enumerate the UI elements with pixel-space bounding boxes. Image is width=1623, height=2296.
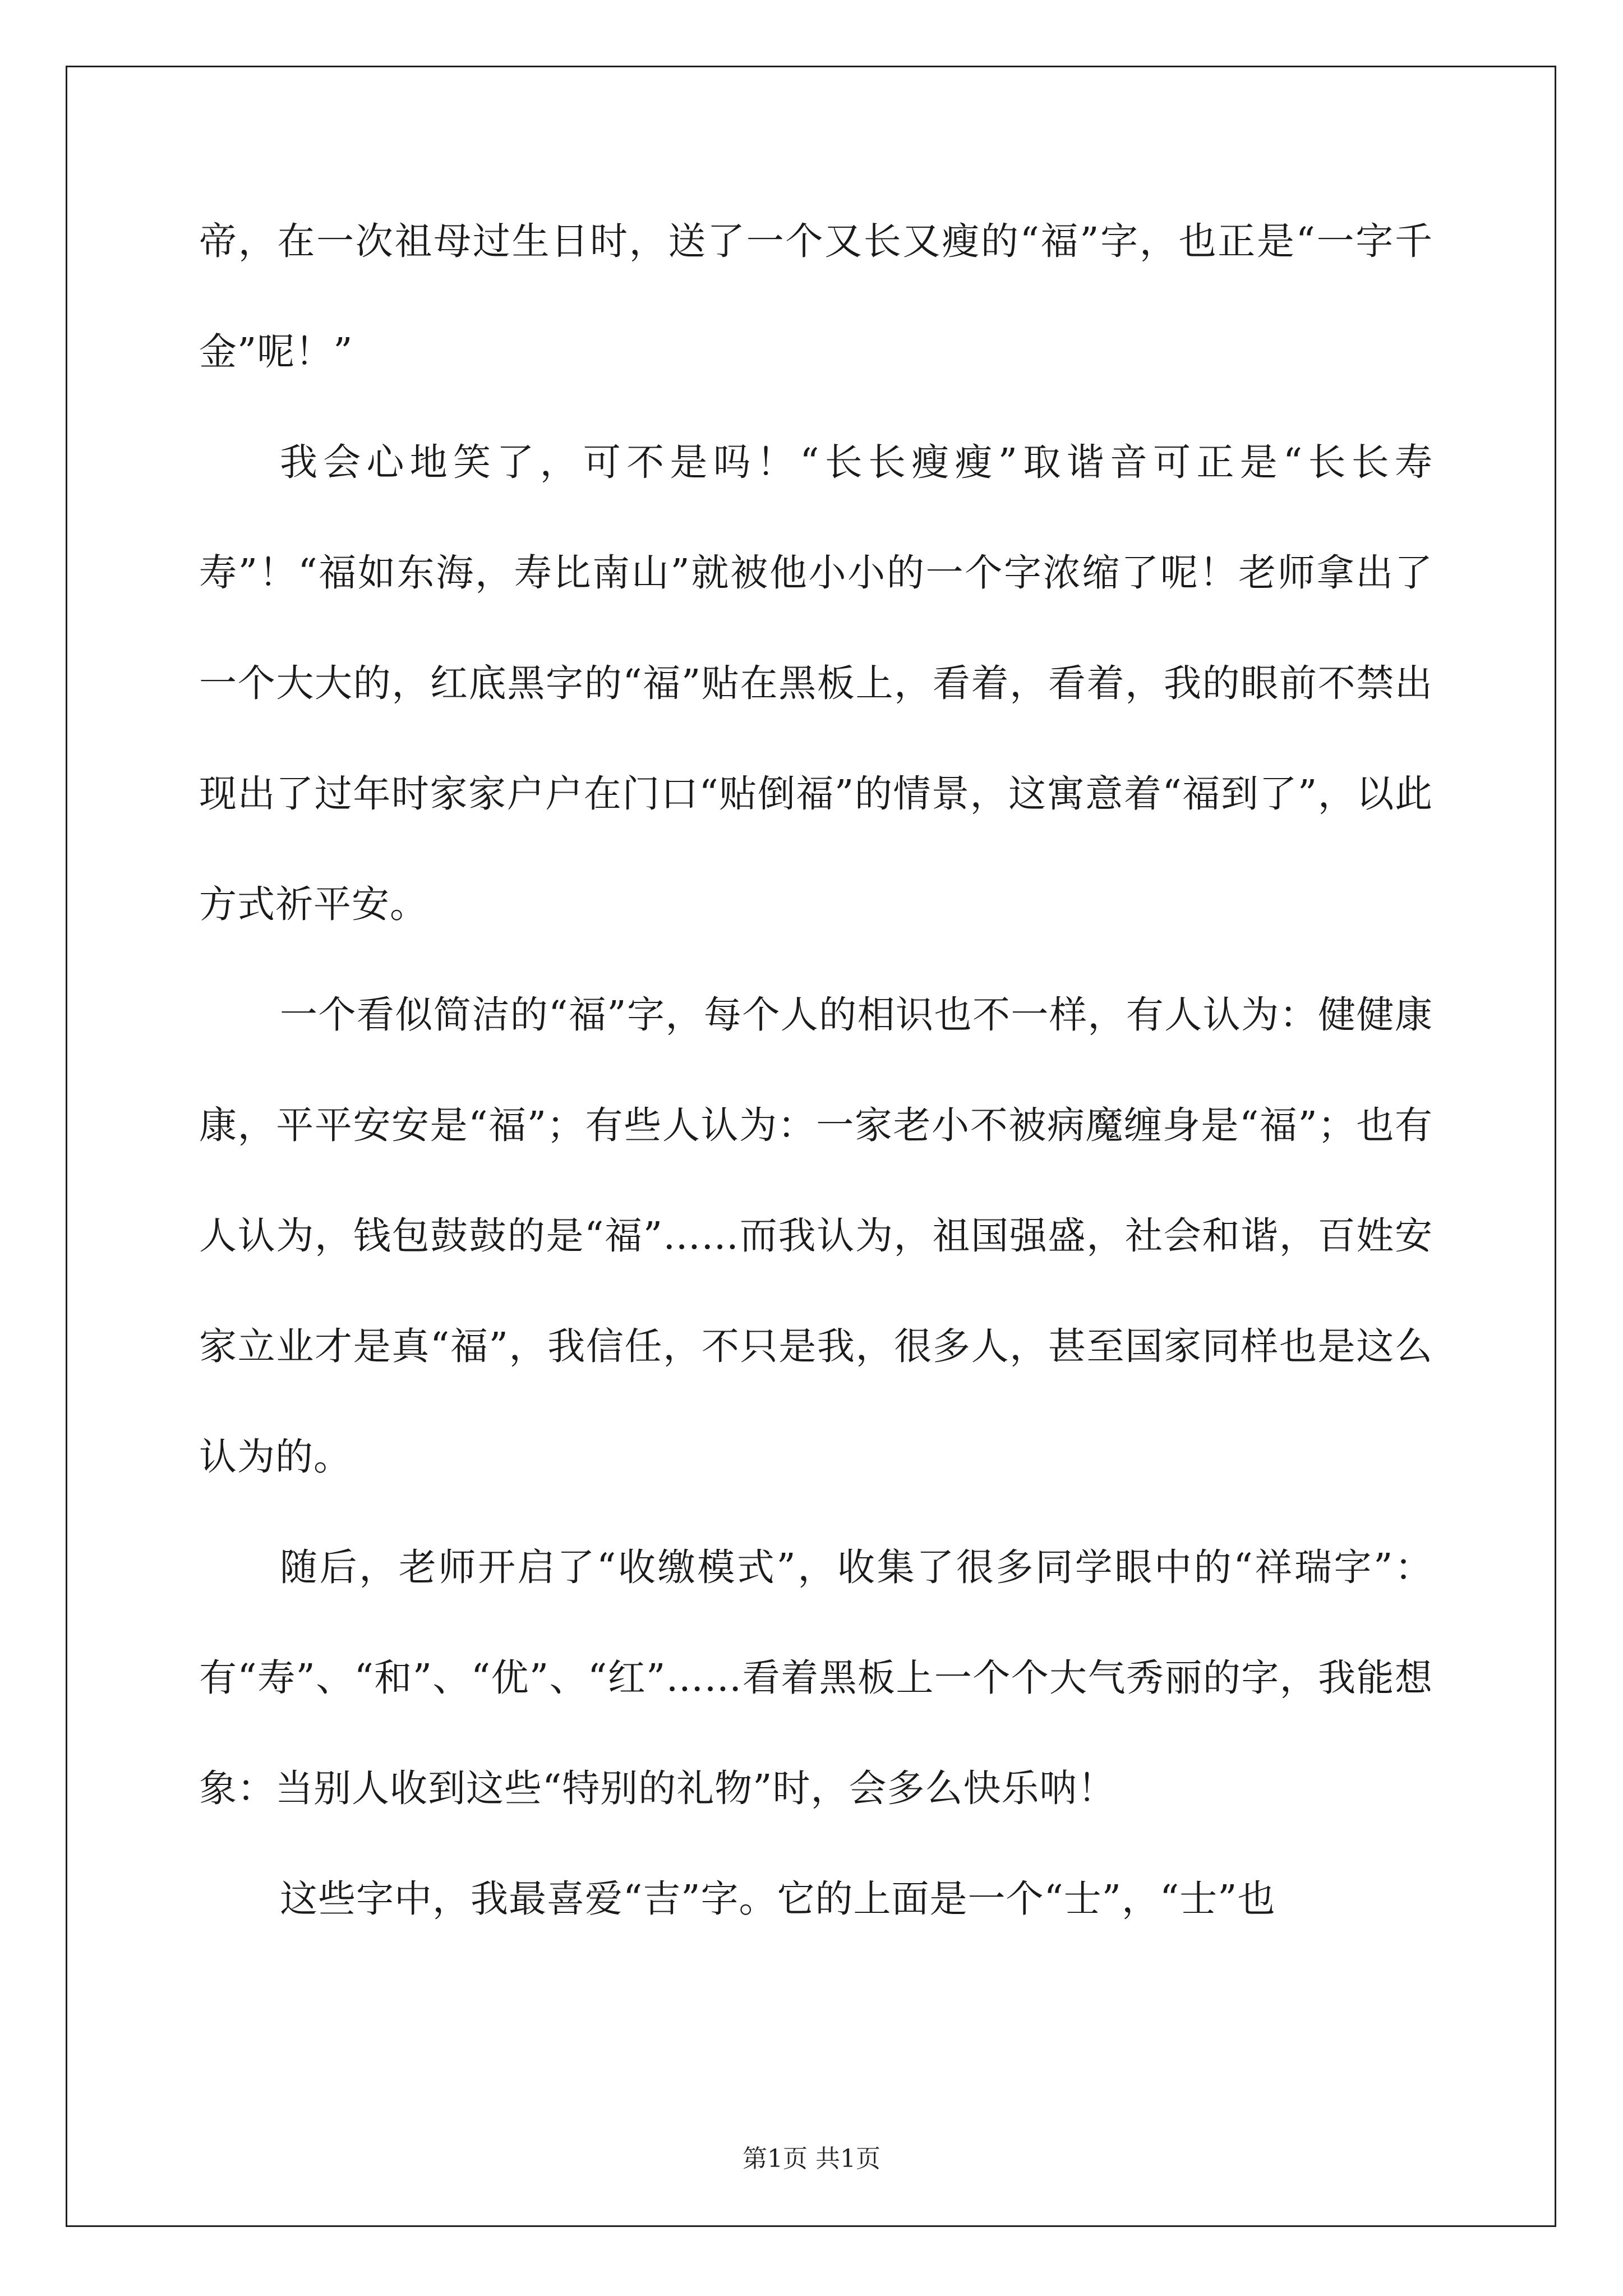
- paragraph-2: 我会心地笑了，可不是吗！“长长瘦瘦”取谐音可正是“长长寿寿”！“福如东海，寿比南山”就被他小小的一个字浓缩了呢！老师拿出了一个大大的，红底黑字的“福”贴在黑板上，看着，看着，我的眼前不禁出现出了过年时家家户户在门口“贴倒福”的情景，这寓意着“福到了”，以此方式祈平安。: [199, 440, 1433, 926]
- paragraph-4: 随后，老师开启了“收缴模式”，收集了很多同学眼中的“祥瑞字”：有“寿”、“和”、“优”、“红”……看着黑板上一个个大气秀丽的字，我能想象：当别人收到这些“特别的礼物”时，会多么快乐呐！: [199, 1545, 1433, 1810]
- paragraph-5: 这些字中，我最喜爱“吉”字。它的上面是一个“士”，“士”也: [280, 1877, 1276, 1921]
- document-body: [199, 186, 1433, 1954]
- page-number-footer: 第1页 共1页: [743, 2145, 880, 2173]
- paragraph-1: 帝，在一次祖母过生日时，送了一个又长又瘦的“福”字，也正是“一字千金”呢！”: [199, 219, 1433, 374]
- paragraph-3: 一个看似简洁的“福”字，每个人的相识也不一样，有人认为：健健康康，平平安安是“福”；有些人认为：一家老小不被病魔缠身是“福”；也有人认为，钱包鼓鼓的是“福”……而我认为，祖国强盛，社会和谐，百姓安家立业才是真“福”，我信任，不只是我，很多人，甚至国家同样也是这么认为的。: [199, 993, 1433, 1479]
